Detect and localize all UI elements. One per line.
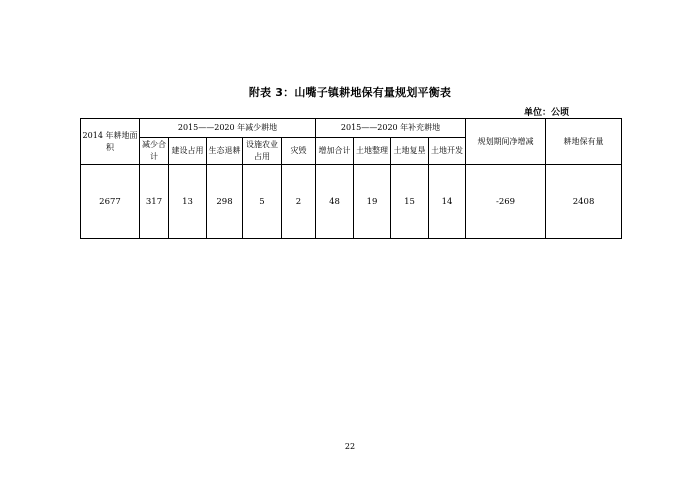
header-retained: 耕地保有量	[546, 119, 622, 165]
header-net-change: 规划期间净增减	[466, 119, 546, 165]
cell-retained: 2408	[546, 165, 622, 239]
page-title: 附表 3：山嘴子镇耕地保有量规划平衡表	[248, 86, 452, 99]
cell-land-reclamation: 15	[391, 165, 429, 239]
header-facility-agri: 设施农业占用	[243, 138, 282, 165]
cell-eco-return: 298	[207, 165, 243, 239]
header-row-1	[81, 119, 622, 138]
cell-base-area: 2677	[81, 165, 140, 239]
cell-decrease-total: 317	[140, 165, 169, 239]
header-disaster: 灾毁	[282, 138, 316, 165]
header-eco-return: 生态退耕	[207, 138, 243, 165]
cell-construction: 13	[169, 165, 207, 239]
header-base-area: 2014 年耕地面积	[81, 119, 140, 165]
header-land-consolidation: 土地整理	[354, 138, 391, 165]
table-row	[81, 165, 622, 239]
unit-label: 单位：公顷	[524, 108, 570, 118]
cell-increase-total: 48	[316, 165, 354, 239]
balance-table	[80, 118, 622, 239]
cell-land-consolidation: 19	[354, 165, 391, 239]
cell-disaster: 2	[282, 165, 316, 239]
header-decrease-group: 2015——2020 年减少耕地	[140, 119, 316, 138]
page-number: 22	[344, 442, 356, 451]
header-land-reclamation: 土地复垦	[391, 138, 429, 165]
cell-land-development: 14	[429, 165, 466, 239]
header-decrease-total: 减少合计	[140, 138, 169, 165]
cell-net-change: -269	[466, 165, 546, 239]
header-land-development: 土地开发	[429, 138, 466, 165]
header-increase-total: 增加合计	[316, 138, 354, 165]
cell-facility-agri: 5	[243, 165, 282, 239]
header-increase-group: 2015——2020 年补充耕地	[316, 119, 466, 138]
header-construction: 建设占用	[169, 138, 207, 165]
